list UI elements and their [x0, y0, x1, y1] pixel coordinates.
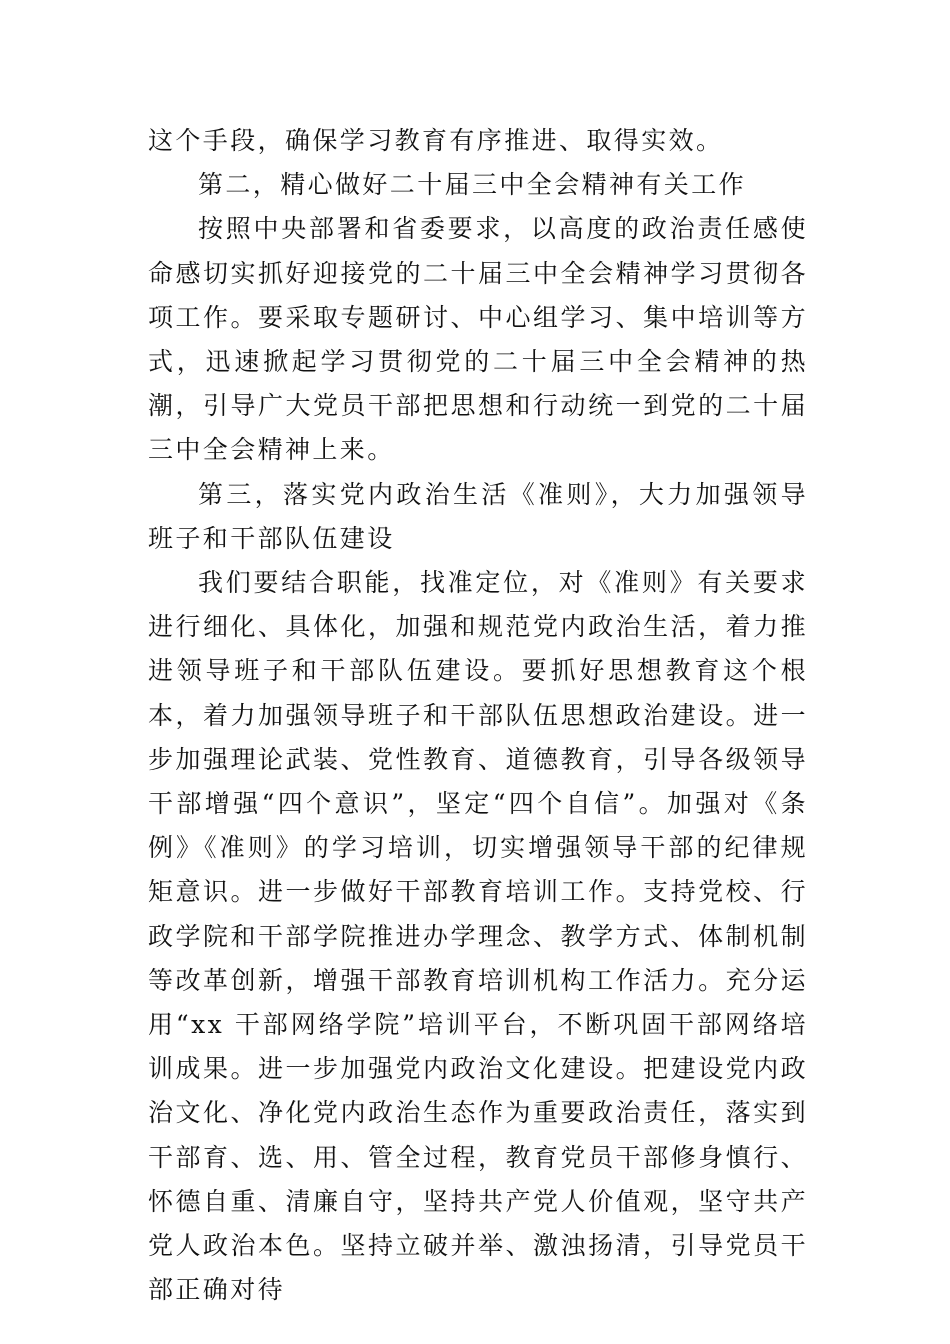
paragraph-leadership-building: 我们要结合职能，找准定位，对《准则》有关要求进行细化、具体化，加强和规范党内政治生活，着力推进领导班子和干部队伍建设。要抓好思想教育这个根本，着力加强领导班子和干部队伍思想政治建设。进一步加强理论武装、党性教育、道德教育，引导各级领导干部增强“四个意识”，坚定“四个自信”。加强对《条例》《准则》的学习培训，切实增强领导干部的纪律规矩意识。进一步做好干部教育培训工作。支持党校、行政学院和干部学院推进办学理念、教学方式、体制机制等改革创新，增强干部教育培训机构工作活力。充分运用“xx 干部网络学院”培训平台，不断巩固干部网络培训成果。进一步加强党内政治文化建设。把建设党内政治文化、净化党内政治生态作为重要政治责任，落实到干部育、选、用、管全过程，教育党员干部修身慎行、怀德自重、清廉自守，坚持共产党人价值观，坚守共产党人政治本色。坚持立破并举、激浊扬清，引导党员干部正确对待: [148, 568, 808, 1305]
document-body: [148, 119, 808, 1312]
section-heading-third: 第三，落实党内政治生活《准则》，大力加强领导班子和干部队伍建设: [148, 479, 808, 553]
section-heading-second: 第二，精心做好二十届三中全会精神有关工作: [198, 170, 747, 200]
paragraph-continuation: 这个手段，确保学习教育有序推进、取得实效。: [148, 126, 724, 155]
paragraph-plenary-study: 按照中央部署和省委要求，以高度的政治责任感使命感切实抓好迎接党的二十届三中全会精神学习贯彻各项工作。要采取专题研讨、中心组学习、集中培训等方式，迅速掀起学习贯彻党的二十届三中全会精神的热潮，引导广大党员干部把思想和行动统一到党的二十届三中全会精神上来。: [148, 214, 808, 465]
